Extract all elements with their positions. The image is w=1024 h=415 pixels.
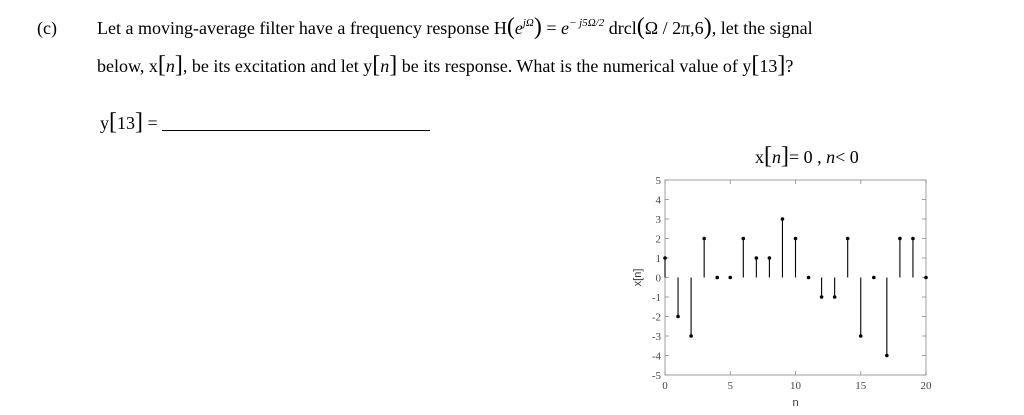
title-cond: < 0 xyxy=(835,147,859,167)
stem-point xyxy=(742,237,746,241)
stem-point xyxy=(755,256,759,260)
stem-point xyxy=(794,237,798,241)
title-n: n xyxy=(772,147,781,167)
stem-point xyxy=(689,334,693,338)
stem-point xyxy=(702,237,706,241)
stem-point xyxy=(872,276,876,280)
stem-point xyxy=(728,276,732,280)
stem-point xyxy=(768,256,772,260)
answer-line: y[13] = xyxy=(100,113,430,134)
y-tick-label: 1 xyxy=(655,253,661,265)
answer-equals: = xyxy=(147,113,158,133)
stem-point xyxy=(820,295,824,299)
stem-point xyxy=(911,237,915,241)
chart-title: x[n]= 0 , n< 0 xyxy=(755,143,859,169)
stem-point xyxy=(676,315,680,319)
stem-point xyxy=(807,276,811,280)
y-tick-label: 4 xyxy=(655,194,661,207)
question-mark: ? xyxy=(785,56,794,76)
excitation-text: , be its excitation and let xyxy=(182,56,359,76)
stem-point xyxy=(898,237,902,241)
line1-tail: , let the signal xyxy=(711,18,813,38)
exponent-2: − j5Ω/2 xyxy=(568,17,605,29)
e-symbol-2: e xyxy=(560,18,569,38)
stem-point xyxy=(833,295,837,299)
y-tick-label: 5 xyxy=(655,175,661,187)
question-line-1: Let a moving-average filter have a frequency response $H(e^{j\Omega}) = e^{- j5\Omega/2}$ drcl(Ω / 2π,6), let the signal xyxy=(97,14,813,40)
y-axis-label: x[n] xyxy=(632,268,644,287)
title-n2: n xyxy=(826,147,836,167)
stem-point xyxy=(924,276,928,280)
index-13: 13 xyxy=(759,56,778,76)
title-x: x xyxy=(755,147,764,167)
stem-point xyxy=(781,217,785,221)
drcl-function: drcl xyxy=(608,18,637,38)
stem-point xyxy=(846,237,850,241)
y-tick-label: 0 xyxy=(655,272,661,285)
y-tick-label: -4 xyxy=(651,350,661,363)
y-tick-label: -2 xyxy=(651,311,661,324)
answer-y: y xyxy=(100,113,109,133)
response-text: be its response. What is the numerical value of xyxy=(401,56,738,76)
y-tick-label: -1 xyxy=(651,292,661,304)
y-symbol-2: y xyxy=(742,56,752,76)
y-symbol: y xyxy=(363,56,373,76)
y-tick-label: 2 xyxy=(655,233,661,246)
x-tick-label: 20 xyxy=(920,380,932,392)
stem-point xyxy=(663,256,667,260)
intro-text: Let a moving-average filter have a frequency response xyxy=(97,18,490,38)
question-line-2: below, x[n], be its excitation and let y[n] be its response. What is the numerical value of y[13]? xyxy=(97,52,794,78)
e-symbol: e xyxy=(514,18,523,38)
H-symbol: H xyxy=(493,18,507,38)
below-text: below, xyxy=(97,56,145,76)
x-tick-label: 0 xyxy=(662,380,668,392)
title-rest: = 0 , xyxy=(789,147,822,167)
y-tick-label: -5 xyxy=(651,370,661,382)
answer-index: 13 xyxy=(117,113,135,133)
x-tick-label: 10 xyxy=(790,380,801,392)
drcl-args: Ω / 2π,6 xyxy=(644,18,704,38)
stem-point xyxy=(715,276,719,280)
x-symbol: x xyxy=(148,56,158,76)
part-label: (c) xyxy=(37,18,57,38)
n-index: n xyxy=(165,56,175,76)
equals-sign: = xyxy=(546,18,557,38)
y-tick-label: -3 xyxy=(651,331,661,343)
y-tick-label: 3 xyxy=(655,214,661,226)
stem-point xyxy=(859,334,863,338)
stem-point xyxy=(885,354,889,358)
x-axis-label: n xyxy=(792,397,799,409)
n-index-2: n xyxy=(380,56,390,76)
exponent-1: jΩ xyxy=(522,17,534,29)
x-tick-label: 15 xyxy=(855,380,867,392)
x-tick-label: 5 xyxy=(727,380,733,392)
